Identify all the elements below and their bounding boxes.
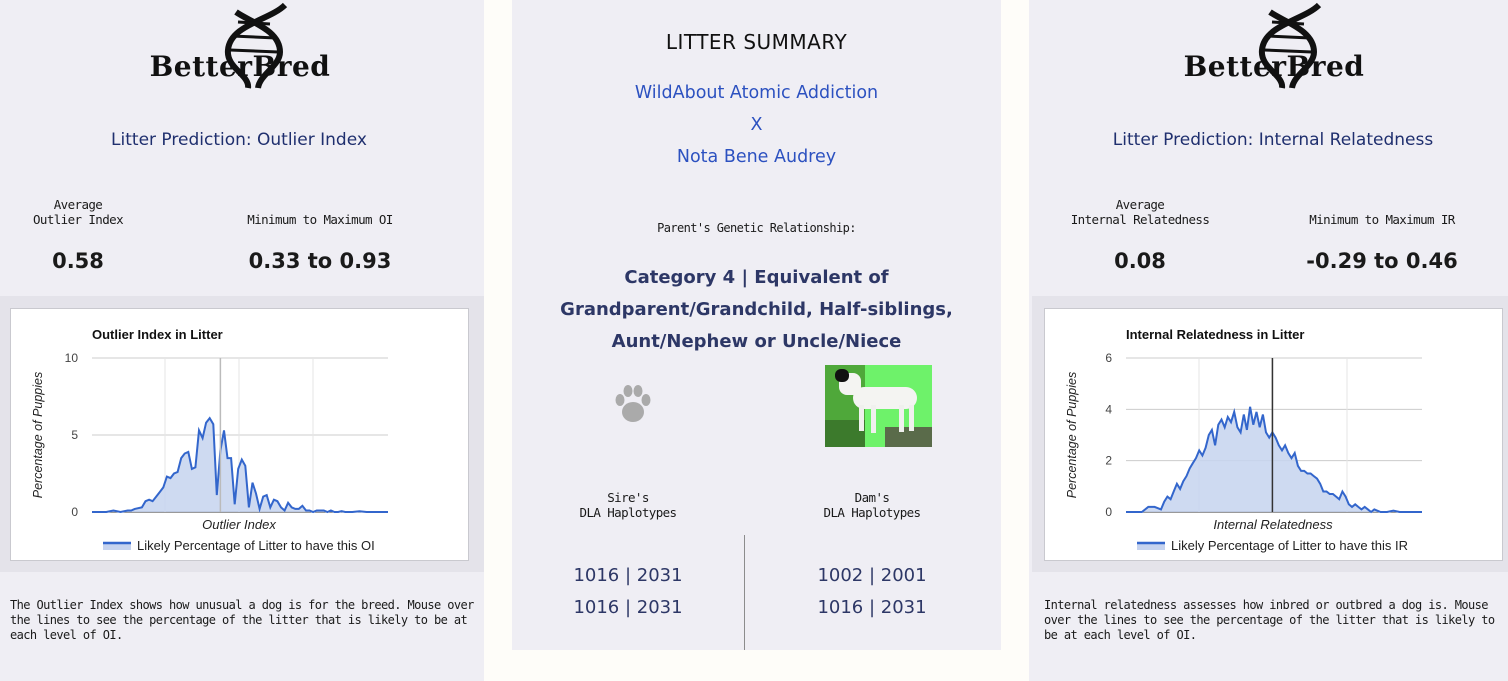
dam-name-link[interactable]: Nota Bene Audrey <box>676 147 837 167</box>
dam-haplotype-2: 1016 | 2031 <box>817 597 927 618</box>
average-value: 0.58 <box>52 249 104 273</box>
y-tick-label: 2 <box>1105 453 1112 468</box>
chart-title: Internal Relatedness in Litter <box>1126 327 1305 342</box>
sire-haplotype-2: 1016 | 2031 <box>573 597 683 618</box>
dam-haplotypes-label: Dam's DLA Haplotypes <box>823 490 921 520</box>
internal-relatedness-description: Internal relatedness assesses how inbred or outbred a dog is. Mouse over the lines to see the percentage of the litter that is likely to be at each level of OI. <box>1044 598 1495 642</box>
legend-label: Likely Percentage of Litter to have this IR <box>1171 538 1409 553</box>
legend-label: Likely Percentage of Litter to have this OI <box>137 538 375 553</box>
logo-wordmark: BetterBred <box>149 50 331 83</box>
sire-haplotypes-label: Sire's DLA Haplotypes <box>579 490 677 520</box>
range-label: Minimum to Maximum IR <box>1309 212 1455 227</box>
betterbred-logo <box>120 0 360 90</box>
cross-symbol: X <box>750 115 763 135</box>
y-tick-label: 0 <box>71 505 78 519</box>
litter-summary-title: LITTER SUMMARY <box>665 30 848 54</box>
paw-icon <box>612 380 654 428</box>
x-axis-title: Internal Relatedness <box>1213 517 1333 532</box>
range-label: Minimum to Maximum OI <box>247 212 393 227</box>
litter-summary-panel <box>512 0 1001 650</box>
outlier-index-panel <box>0 0 484 681</box>
haplotype-divider <box>744 535 745 650</box>
y-tick-label: 6 <box>1105 351 1112 365</box>
range-value: 0.33 to 0.93 <box>248 249 392 273</box>
outlier-index-description: The Outlier Index shows how unusual a dog is for the breed. Mouse over the lines to see the percentage of the litter that is likely to be at each level of OI. <box>10 598 474 642</box>
outlier-index-chart-svg[interactable] <box>11 309 468 560</box>
y-tick-label: 0 <box>1105 505 1112 519</box>
internal-relatedness-chart[interactable] <box>1044 308 1503 561</box>
dam-photo[interactable] <box>825 365 932 447</box>
dam-haplotype-1: 1002 | 2001 <box>817 565 927 586</box>
betterbred-logo <box>1154 0 1394 90</box>
y-axis-title: Percentage of Puppies <box>1065 371 1079 499</box>
x-axis-title: Outlier Index <box>202 517 276 532</box>
y-axis-title: Percentage of Puppies <box>31 371 45 499</box>
internal-relatedness-chart-svg[interactable] <box>1045 309 1502 560</box>
average-label: Average Outlier Index <box>32 197 124 227</box>
series-area <box>1126 407 1422 512</box>
outlier-index-chart[interactable] <box>10 308 469 561</box>
sire-haplotype-1: 1016 | 2031 <box>573 565 683 586</box>
average-label: Average Internal Relatedness <box>1070 197 1210 227</box>
relationship-value: Category 4 | Equivalent of Grandparent/Grandchild, Half-siblings, Aunt/Nephew or Uncle/Niece <box>560 267 953 352</box>
average-value: 0.08 <box>1114 249 1166 273</box>
chart-title: Outlier Index in Litter <box>92 327 223 342</box>
prediction-title: Litter Prediction: Internal Relatedness <box>1112 130 1434 150</box>
relationship-label: Parent's Genetic Relationship: <box>657 221 856 235</box>
y-tick-label: 10 <box>64 351 78 365</box>
prediction-title: Litter Prediction: Outlier Index <box>111 130 367 150</box>
sire-name-link[interactable]: WildAbout Atomic Addiction <box>634 83 879 103</box>
y-tick-label: 4 <box>1105 402 1112 417</box>
sire-photo-placeholder[interactable] <box>612 380 654 428</box>
y-tick-label: 5 <box>71 428 78 442</box>
logo-wordmark: BetterBred <box>1183 50 1365 83</box>
range-value: -0.29 to 0.46 <box>1306 249 1458 273</box>
internal-relatedness-panel <box>1029 0 1508 681</box>
